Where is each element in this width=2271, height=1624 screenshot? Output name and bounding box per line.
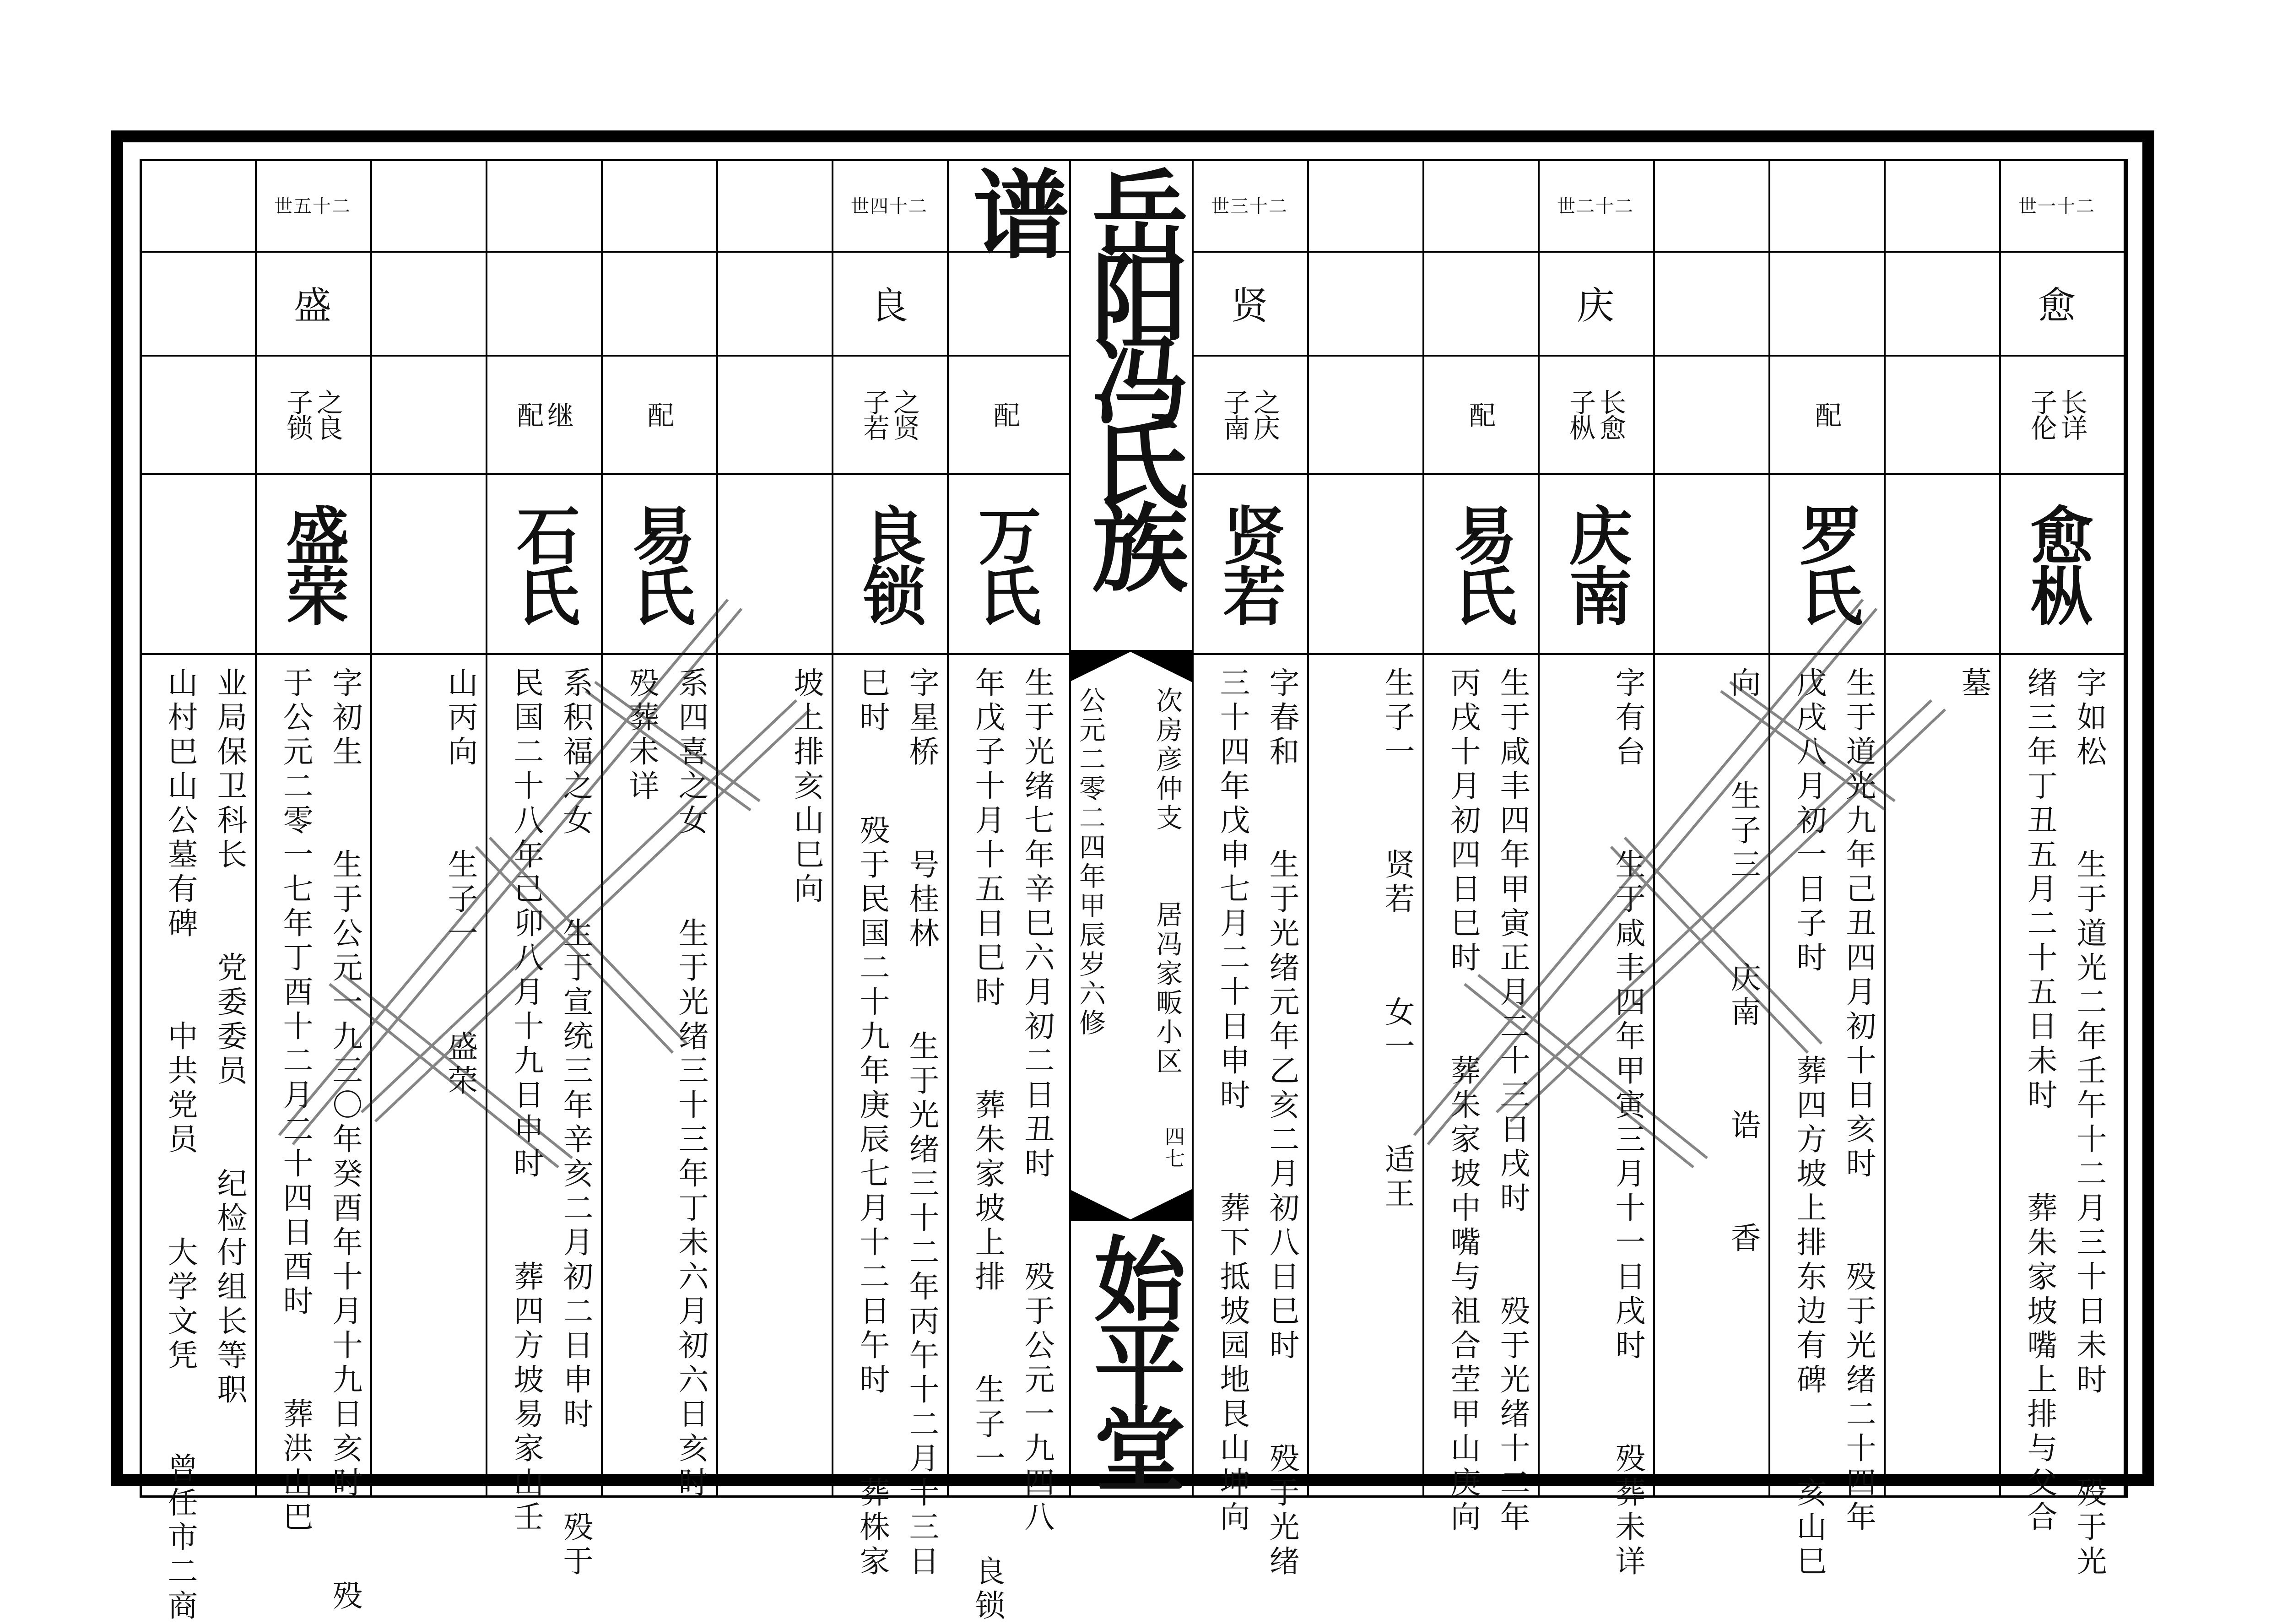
generation-label: 世二十二 bbox=[1557, 196, 1634, 217]
generation-character bbox=[1884, 251, 1999, 355]
biography-line: 生子一 贤若 女一 适王 bbox=[1379, 667, 1415, 1212]
generation-label bbox=[1884, 159, 1999, 251]
relation-cell bbox=[1768, 355, 1884, 473]
biography-line: 系积福之女 生于宣统三年辛亥二月初二日申时 殁于 bbox=[558, 667, 593, 1580]
biography-line: 字星桥 号桂林 生于光绪三十二年丙午十二月十三日 bbox=[904, 667, 939, 1580]
column-divider bbox=[2126, 159, 2128, 1498]
generation-label: 世五十二 bbox=[274, 196, 351, 217]
relation-cell bbox=[1422, 355, 1538, 473]
generation-character bbox=[370, 251, 486, 355]
relation-label: 继 配 bbox=[513, 401, 574, 427]
name-cell bbox=[1192, 473, 1307, 653]
relation-label: 配 bbox=[989, 401, 1020, 427]
biography-line: 墓 bbox=[1956, 667, 1991, 701]
page-number: 四七 bbox=[1161, 1126, 1184, 1170]
spine-title: 岳阳冯氏族谱 bbox=[957, 165, 1189, 581]
person-name: 万氏 bbox=[968, 503, 1042, 624]
biography-line: 戊戌八月初一日子时 葬四方坡上排东边有碑 亥山巳 bbox=[1791, 667, 1827, 1580]
generation-character bbox=[601, 251, 716, 355]
generation-character bbox=[140, 251, 255, 355]
biography-line: 生于咸丰四年甲寅正月二十三日戌时 殁于光绪十二年 bbox=[1495, 667, 1530, 1535]
relation-cell bbox=[1538, 355, 1653, 473]
relation-cell bbox=[1653, 355, 1768, 473]
biography-line: 年戊子十月十五日巳时 葬朱家坡上排 生子一 良锁 bbox=[970, 667, 1005, 1624]
branch-line: 次房彦仲支 居冯家畈小区 bbox=[1152, 687, 1183, 1077]
biography-line: 系四喜之女 生于光绪三十三年丁未六月初六日亥时 bbox=[673, 667, 708, 1501]
generation-character: 愈 bbox=[2038, 284, 2076, 328]
watermark-right bbox=[1373, 572, 1968, 1213]
relation-cell bbox=[370, 355, 486, 473]
relation-cell bbox=[1884, 355, 1999, 473]
biography-line: 于公元二零一七年丁酉十二月二十四日酉时 葬洪山巴 bbox=[278, 667, 313, 1535]
generation-label bbox=[1307, 159, 1422, 251]
generation-label bbox=[486, 159, 601, 251]
relation-label: 之庆 子南 bbox=[1219, 388, 1280, 440]
generation-character bbox=[1653, 251, 1768, 355]
generation-label bbox=[140, 159, 255, 251]
person-name: 庆南 bbox=[1558, 503, 1633, 624]
person-name: 易氏 bbox=[1443, 503, 1518, 624]
biography-line: 殁葬未详 bbox=[624, 667, 659, 804]
generation-label: 世一十二 bbox=[2018, 196, 2095, 217]
relation-cell bbox=[832, 355, 947, 473]
person-name: 盛荣 bbox=[276, 503, 350, 624]
relation-label: 长愈 子枞 bbox=[1565, 388, 1626, 440]
generation-label bbox=[1768, 159, 1884, 251]
generation-character: 盛 bbox=[293, 284, 331, 328]
relation-cell bbox=[486, 355, 601, 473]
relation-cell bbox=[1307, 355, 1422, 473]
generation-label bbox=[716, 159, 832, 251]
biography-line: 字有台 生于咸丰四年甲寅三月十一日戌时 殁葬未详 bbox=[1610, 667, 1645, 1580]
biography-line: 坡上排亥山巳向 bbox=[789, 667, 824, 907]
relation-label: 长详 子伦 bbox=[2026, 388, 2087, 440]
generation-label: 世四十二 bbox=[851, 196, 928, 217]
watermark-left bbox=[238, 572, 833, 1213]
person-name: 良锁 bbox=[852, 503, 927, 624]
generation-character bbox=[1422, 251, 1538, 355]
biography-line: 绪三年丁丑五月二十五日未时 葬朱家坡嘴上排与父合 bbox=[2022, 667, 2057, 1535]
biography-line: 字初生 生于公元一九三〇年癸酉年十月十九日亥时 殁 bbox=[327, 667, 362, 1614]
name-cell bbox=[947, 473, 1062, 653]
biography-line: 民国二十八年己卯八月十九日申时 葬四方坡易家山壬 bbox=[508, 667, 544, 1535]
biography-line: 向 生子三 庆南 诰 香 bbox=[1725, 667, 1761, 1256]
generation-label: 世三十二 bbox=[1211, 196, 1288, 217]
person-name: 易氏 bbox=[622, 503, 696, 624]
biography-line: 生于道光九年己丑四月初十日亥时 殁于光绪二十四年 bbox=[1841, 667, 1876, 1535]
generation-character: 庆 bbox=[1576, 284, 1614, 328]
generation-character: 贤 bbox=[1230, 284, 1268, 328]
generation-character bbox=[1768, 251, 1884, 355]
relation-label: 之贤 子若 bbox=[859, 388, 920, 440]
generation-label bbox=[1653, 159, 1768, 251]
revision-line: 公元二零二四年甲辰岁六修 bbox=[1075, 687, 1106, 1038]
relation-label: 配 bbox=[643, 401, 674, 427]
relation-cell bbox=[601, 355, 716, 473]
generation-label bbox=[370, 159, 486, 251]
spine-top-triangle bbox=[1069, 650, 1192, 682]
biography-line: 生于光绪七年辛巳六月初二日丑时 殁于公元一九四八 bbox=[1019, 667, 1054, 1535]
person-name: 贤若 bbox=[1212, 503, 1287, 624]
biography-line: 山村巴山公墓有碑 中共党员 大学文凭 曾任市二商 bbox=[162, 667, 198, 1624]
generation-character bbox=[716, 251, 832, 355]
relation-label: 之良 子锁 bbox=[282, 388, 343, 440]
biography-line: 业局保卫科长 党委委员 纪检付组长等职 bbox=[212, 667, 247, 1408]
biography-line: 三十四年戊申七月二十日申时 葬下抵坡园地艮山坤向 bbox=[1215, 667, 1250, 1535]
generation-label bbox=[601, 159, 716, 251]
relation-cell bbox=[716, 355, 832, 473]
person-name: 罗氏 bbox=[1789, 503, 1864, 624]
generation-character: 良 bbox=[870, 284, 908, 328]
relation-cell bbox=[255, 355, 370, 473]
name-cell bbox=[832, 473, 947, 653]
name-cell bbox=[1999, 473, 2114, 653]
biography-line: 巳时 殁于民国二十九年庚辰七月十二日午时 葬株家 bbox=[854, 667, 890, 1580]
biography-line: 字春和 生于光绪元年乙亥二月初八日巳时 殁于光绪 bbox=[1264, 667, 1299, 1580]
generation-label bbox=[1422, 159, 1538, 251]
relation-label: 配 bbox=[1811, 401, 1842, 427]
generation-character bbox=[947, 251, 1062, 355]
person-name: 石氏 bbox=[506, 503, 581, 624]
person-name: 愈枞 bbox=[2020, 503, 2094, 624]
relation-cell bbox=[947, 355, 1062, 473]
generation-character bbox=[486, 251, 601, 355]
biography-line: 山丙向 生子一 盛荣 bbox=[443, 667, 478, 1099]
biography-line: 丙戌十月初四日巳时 葬朱家坡中嘴与祖合茔甲山庚向 bbox=[1445, 667, 1481, 1535]
generation-character bbox=[1307, 251, 1422, 355]
biography-line: 字如松 生于道光二年壬午十二月三十日未时 殁于光 bbox=[2071, 667, 2107, 1580]
relation-cell bbox=[1999, 355, 2114, 473]
relation-label: 配 bbox=[1465, 401, 1496, 427]
hall-name: 始平堂 bbox=[1079, 1232, 1186, 1487]
relation-cell bbox=[140, 355, 255, 473]
relation-cell bbox=[1192, 355, 1307, 473]
spine-bottom-triangle bbox=[1069, 1189, 1192, 1221]
